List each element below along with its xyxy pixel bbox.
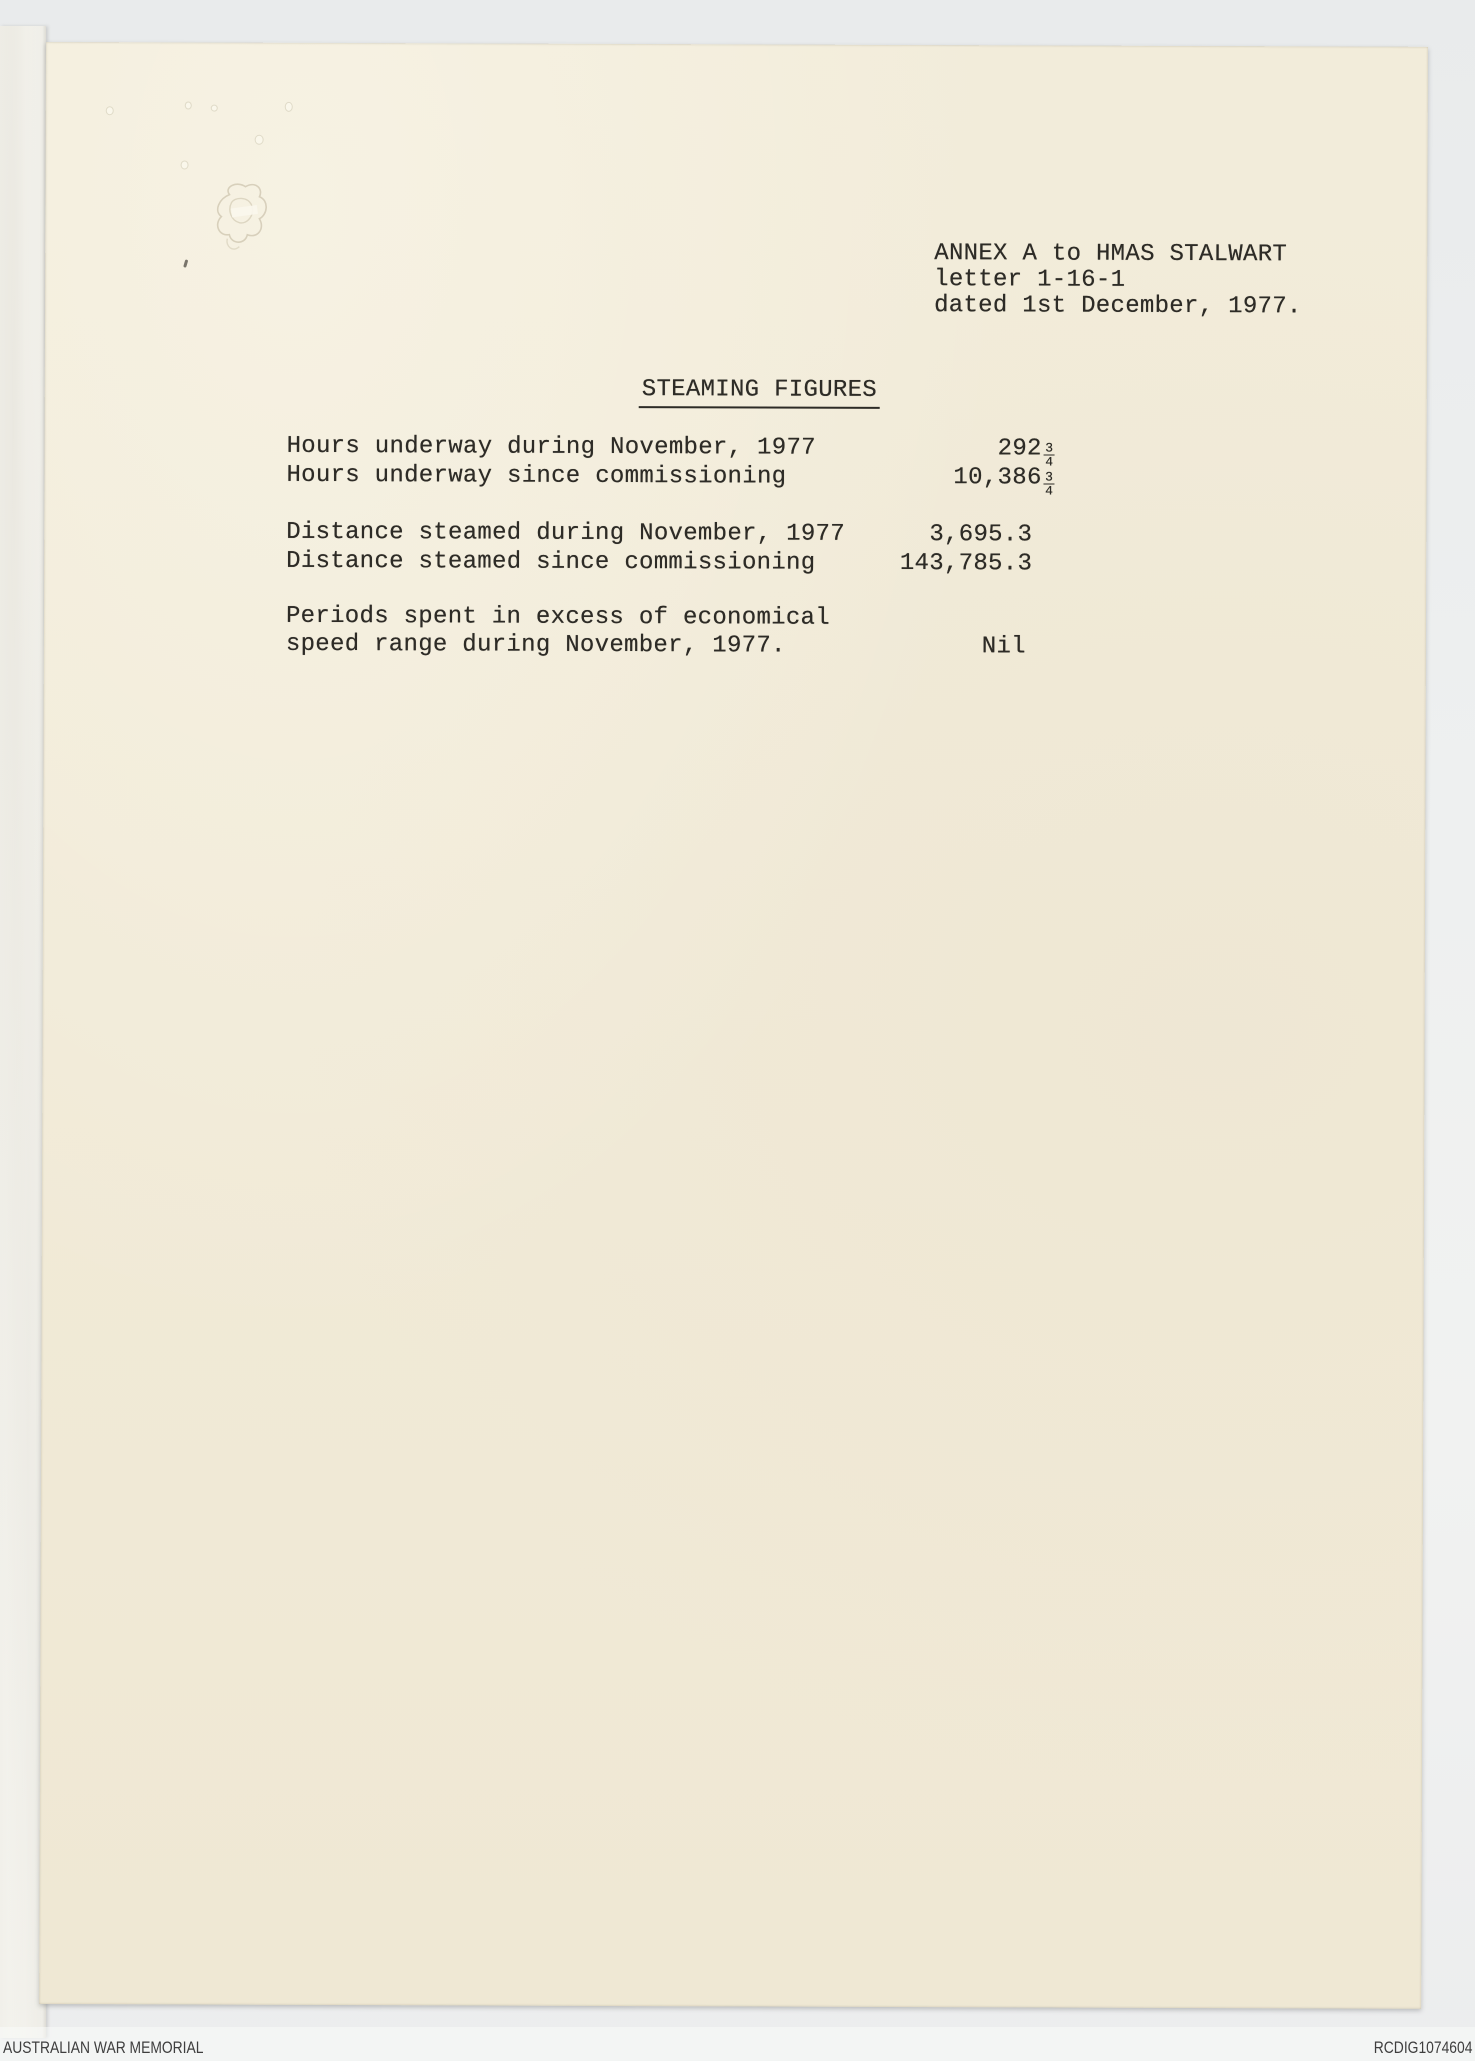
- paper-speck: [211, 105, 218, 112]
- pencil-doodle-mark: [201, 173, 281, 265]
- annex-header-line: ANNEX A to HMAS STALWART: [934, 240, 1288, 269]
- figure-row: [286, 432, 1054, 470]
- stacked-fraction: $\frac{3}{4}$: [1045, 469, 1054, 499]
- figure-label: Distance steamed since commissioning: [286, 547, 816, 577]
- figure-label: Hours underway during November, 1977: [286, 432, 816, 462]
- archive-name-label: AUSTRALIAN WAR MEMORIAL: [3, 2039, 204, 2057]
- figure-value: 292 $\frac{3}{4}$: [997, 435, 1054, 470]
- figure-row: [286, 548, 1032, 579]
- figure-label: Distance steamed during November, 1977: [286, 518, 846, 548]
- figure-value: 10,386 $\frac{3}{4}$: [953, 464, 1054, 499]
- paper-speck: [285, 102, 293, 112]
- figure-row: [286, 461, 1054, 499]
- paper-speck: [181, 160, 189, 169]
- paper-speck: [185, 101, 192, 109]
- figure-label: Hours underway since commissioning: [286, 461, 787, 491]
- footer-band: [0, 2027, 1475, 2061]
- figure-label-line-2: speed range during November, 1977.: [285, 630, 786, 660]
- paper-speck: [255, 135, 264, 145]
- figure-value: 3,695.3: [929, 521, 1033, 549]
- archive-reference-id: RCDIG1074604: [1373, 2039, 1472, 2057]
- page-title: STEAMING FIGURES: [639, 376, 880, 409]
- figure-value: Nil: [981, 633, 1026, 661]
- annex-header-line: dated 1st December, 1977.: [934, 292, 1302, 321]
- figure-row: [286, 519, 1032, 550]
- stacked-fraction: $\frac{3}{4}$: [1045, 440, 1054, 470]
- annex-header-line: letter 1-16-1: [934, 266, 1126, 294]
- paper-speck: [106, 106, 114, 115]
- figure-label-line-1: Periods spent in excess of economical: [285, 602, 831, 632]
- stray-ink-mark: [183, 259, 188, 267]
- figure-row: [286, 603, 1032, 662]
- document-page: [39, 42, 1428, 2009]
- figure-value: 143,785.3: [899, 549, 1033, 578]
- annex-reference-header: [934, 241, 1302, 320]
